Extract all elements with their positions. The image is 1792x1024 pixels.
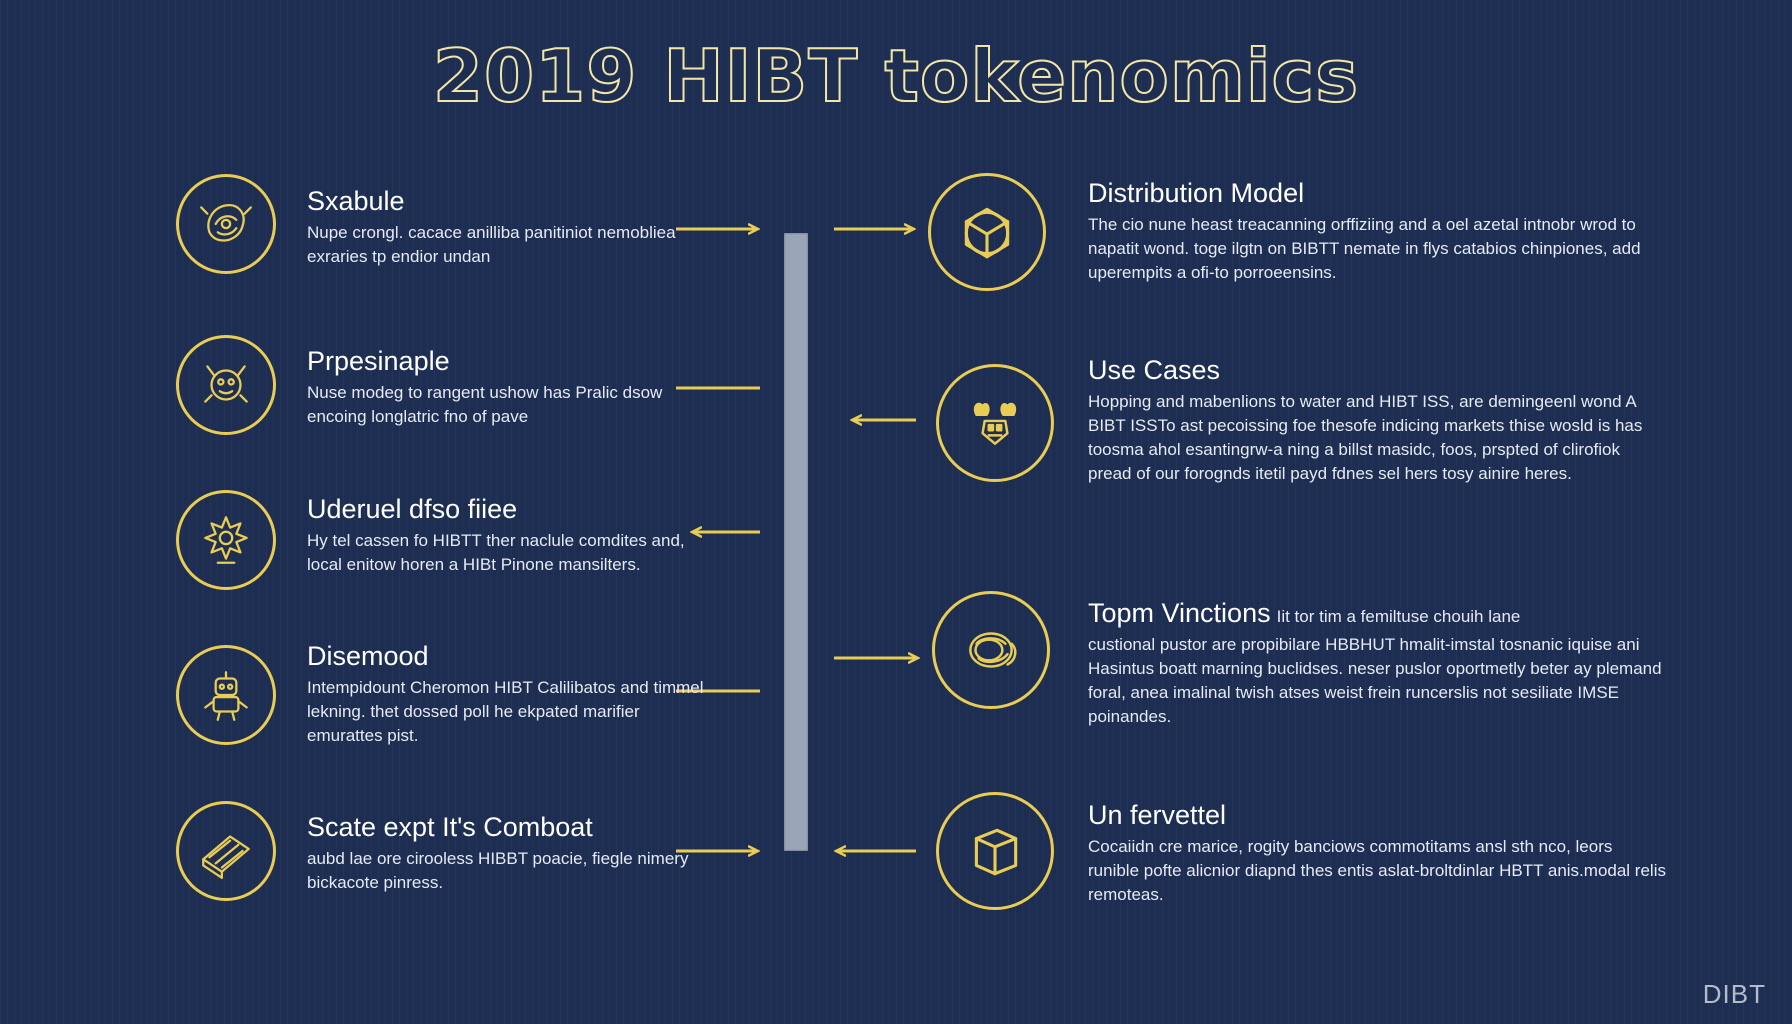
right-item-2-desc: Hopping and mabenlions to water and HIBT ISS, are demingeenl wond A BIBT ISSTo ast pecoissing foe thesofe indicing markets thise wosld is has toosma ahol esantingrw-a ning a billst masidc, foos, prspted of clirofiok pread of our forognds itetil payd fdnes sel hers tosy ainire heres. xyxy=(1088,392,1643,484)
right-item-2 xyxy=(1088,355,1668,486)
right-item-1-desc: The cio nune heast treacanning orffiziing and a oel azetal intnobr wrod to napatit wond. toge ilgtn on BIBTT nemate in flys catabios chinpiones, add uperempits a ofi-to porroeensins. xyxy=(1088,215,1641,283)
right-item-3-title-text: Topm Vinctions xyxy=(1088,598,1271,628)
emblem-icon xyxy=(176,174,276,274)
right-item-1 xyxy=(1088,178,1668,285)
right-item-3-title xyxy=(1088,598,1668,629)
face-icon xyxy=(176,335,276,435)
left-item-2-desc: Nuse modeg to rangent ushow has Pralic dsow encoing longlatric fno of pave xyxy=(307,383,663,427)
right-item-3-inline-desc: Iit tor tim a femiltuse chouih lane xyxy=(1276,607,1521,626)
right-item-3-desc: custional pustor are propibilare HBBHUT hmalit-imstal tosnanic iquise ani Hasintus boatt marning buclidses. neser puslor oportmetly beter ay plemand foral, anea imalinal twish atses weist frein runcerslis not sesiliate IMSE poinandes. xyxy=(1088,635,1662,727)
right-item-4-desc: Cocaiidn cre marice, rogity banciows commotitams ansl sth nco, leors runible pofte alicnior diapnd thes entis aslat-broltdinlar HBTT anis.modal relis remoteas. xyxy=(1088,837,1666,905)
left-item-2-title: Prpesinaple xyxy=(307,346,450,376)
ticket-icon xyxy=(176,801,276,901)
left-item-1 xyxy=(307,186,707,269)
left-item-4-title: Disemood xyxy=(307,641,429,671)
left-item-3-desc: Hy tel cassen fo HIBTT ther naclule comdites and, local enitow horen a HIBt Pinone mansilters. xyxy=(307,531,685,575)
left-item-3 xyxy=(307,494,707,577)
right-item-1-title: Distribution Model xyxy=(1088,178,1305,208)
crest-icon xyxy=(176,490,276,590)
left-item-2 xyxy=(307,346,707,429)
left-item-5-title: Scate expt It's Comboat xyxy=(307,812,593,842)
left-item-4-desc: Intempidount Cheromon HIBT Calilibatos and timmel lekning. thet dossed poll he ekpated marifier emurattes pist. xyxy=(307,678,704,746)
mascot-icon xyxy=(936,364,1054,482)
left-item-1-title: Sxabule xyxy=(307,186,405,216)
coin-icon xyxy=(932,591,1050,709)
robot-icon xyxy=(176,645,276,745)
box-icon xyxy=(936,792,1054,910)
watermark-label: DIBT xyxy=(1702,979,1766,1009)
left-item-5-desc: aubd lae ore cirooless HIBBT poacie, fiegle nimery bickacote pinress. xyxy=(307,849,689,893)
central-spine xyxy=(784,233,808,851)
left-item-4 xyxy=(307,641,707,748)
page-title: 2019 HIBT tokenomics xyxy=(432,34,1360,118)
left-item-3-title: Uderuel dfso fiiee xyxy=(307,494,518,524)
right-item-2-title: Use Cases xyxy=(1088,355,1221,385)
left-item-1-desc: Nupe crongl. cacace anilliba panitiniot nemobliea exraries tp endior undan xyxy=(307,223,676,267)
right-item-4-title: Un fervettel xyxy=(1088,800,1227,830)
cube-icon xyxy=(928,173,1046,291)
right-item-4 xyxy=(1088,800,1668,907)
left-item-5 xyxy=(307,812,707,895)
right-item-3 xyxy=(1088,598,1668,729)
